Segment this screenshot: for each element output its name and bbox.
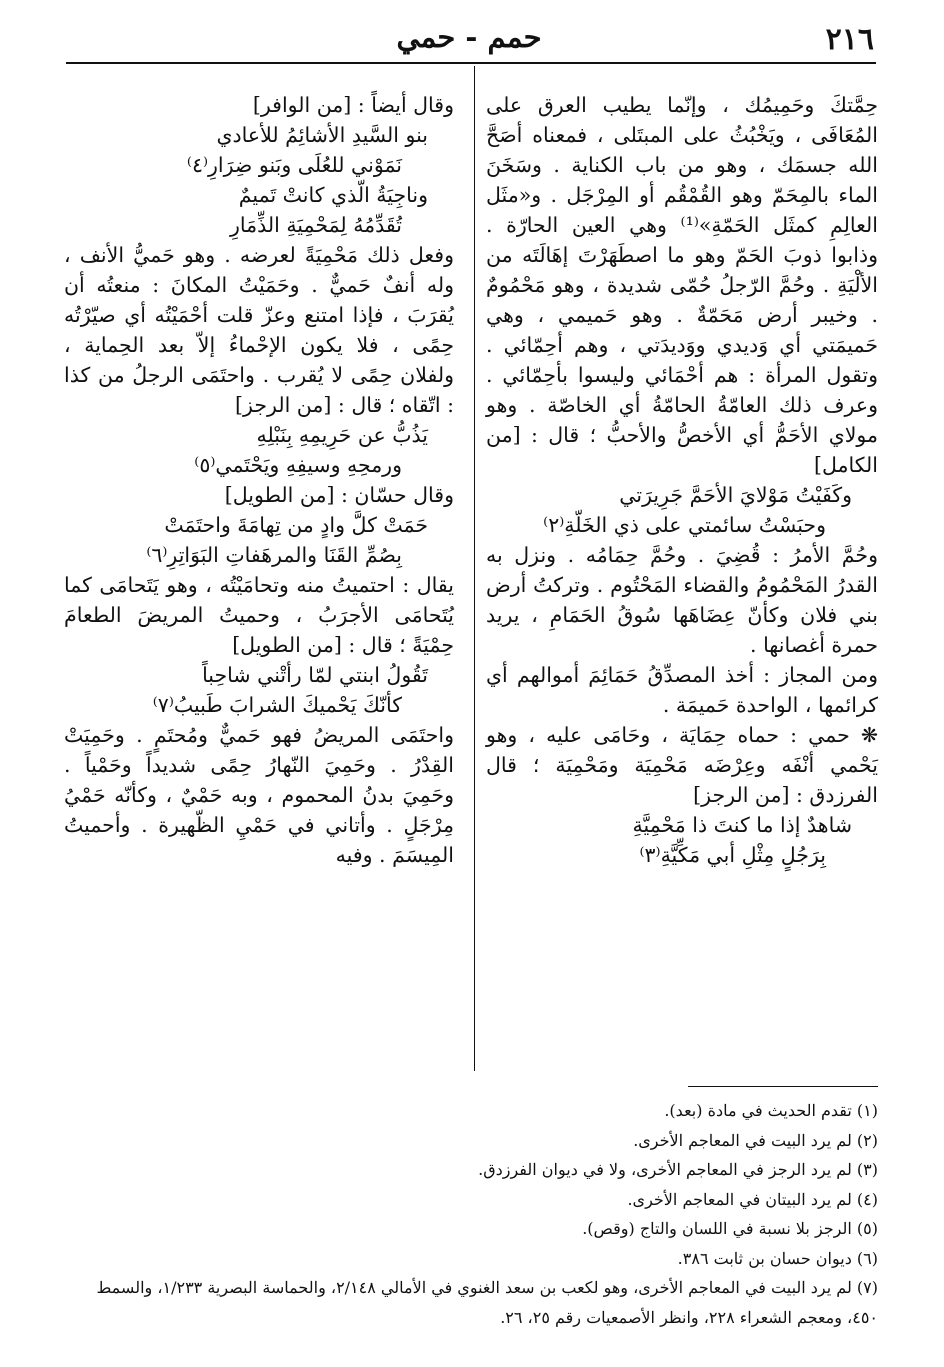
footnote: (٣) لم يرد الرجز في المعاجم الأخرى، ولا في ديوان الفرزدق. bbox=[478, 1160, 878, 1179]
paragraph: يقال : احتميتُ منه وتحامَيْتُه ، وهو يَتَحامَى كما يُتَحامَى الأجرَبُ ، وحميتُ المريضَ الطعامَ حِمْيَةً ؛ قال : [من الطويل] bbox=[64, 573, 454, 657]
footnote: (٥) الرجز بلا نسبة في اللسان والتاج (وقص). bbox=[582, 1219, 878, 1238]
header-rule bbox=[66, 62, 876, 64]
paragraph: وفعل ذلك مَحْمِيَةً لعرضه . وهو حَميُّ الأنف ، وله أنفٌ حَميٌّ . وحَمَيْتُ المكانَ : منعتُه أن يُقرَبَ ، فإذا امتنع وعزّ قلت أحْمَيْتُه أي صيّرْتُه حِمًى ، فلا يكون الإحْماءُ إلاّ بعد الحِماية ، ولفلان حِمًى لا يُقرب . واحتَمَى الرجلُ من كذا : اتّقاه ؛ قال : [من الرجز] bbox=[64, 243, 454, 417]
page-number: ٢١٦ bbox=[825, 22, 874, 57]
verse-line: وناجِيَةُ الّذي كانتْ تَميمٌ bbox=[238, 183, 428, 207]
column-divider bbox=[474, 66, 475, 1071]
page-header bbox=[64, 18, 874, 64]
verse-line: شاهدٌ إذا ما كنتَ ذا مَحْمِيَّةِ bbox=[632, 813, 852, 837]
verse-line: بِرَجُلٍ مِثْلِ أبي مَكِّيَّةِ⁽٣⁾ bbox=[639, 843, 826, 867]
paragraph: وقال أيضاً : [من الوافر] bbox=[252, 93, 454, 117]
paragraph: واحتَمَى المريضُ فهو حَميٌّ ومُحتَمٍ . وحَمِيَتْ القِدْرُ . وحَمِيَ النّهارُ حِمًى شديداً وحَمْياً . وحَمِيَ بدنُ المحموم ، وبه حَمْيٌ ، وكأنّه حَمْيُ مِرْجَلٍ . وأتاني في حَمْيِ الظّهيرة . وأحميتُ المِيسَمَ . وفيه bbox=[64, 723, 454, 867]
verse-line: وحبَسْتُ سائمتي على ذي الخَلّةِ⁽٢⁾ bbox=[543, 513, 826, 537]
verse-line: وكَفَيْتُ مَوْلايَ الأحَمَّ جَرِيرَتي bbox=[619, 483, 852, 507]
paragraph: وقال حسّان : [من الطويل] bbox=[224, 483, 454, 507]
verse-line: تَقُولُ ابنتي لمّا رأتْني شاحِباً bbox=[202, 663, 428, 687]
footnote-rule bbox=[688, 1086, 878, 1087]
footnote: (٢) لم يرد البيت في المعاجم الأخرى. bbox=[633, 1130, 878, 1150]
verse-line: نَمَوْني للعُلَى وبَنو ضِرَارِ⁽٤⁾ bbox=[186, 153, 402, 177]
footnote: (٦) ديوان حسان بن ثابت ٣٨٦. bbox=[677, 1248, 878, 1268]
verse-line: يَذُبُّ عن حَرِيمِهِ بِنَبْلِهِ bbox=[256, 423, 428, 447]
footnotes bbox=[66, 1096, 878, 1332]
left-column bbox=[64, 90, 454, 870]
footnote: (٤) لم يرد البيتان في المعاجم الأخرى. bbox=[627, 1189, 878, 1209]
running-head: حمم - حمي bbox=[396, 20, 542, 54]
verse-line: ورمحِهِ وسيفِهِ ويَحْتَمي⁽٥⁾ bbox=[194, 453, 402, 477]
verse-line: حَمَتْ كلَّ وادٍ من تِهامَةَ واحتَمَتْ bbox=[164, 513, 428, 537]
right-column bbox=[486, 90, 878, 870]
verse-line: كأنّكَ يَحْميكَ الشرابَ طَبيبُ⁽٧⁾ bbox=[152, 693, 402, 717]
paragraph: ❋ حمي : حماه حِمَايَة ، وحَامَى عليه ، وهو يَحْمي أنْفَه وعِرْضَه مَحْمِيَة ومَحْمِيَة ؛ قال الفرزدق : [من الرجز] bbox=[486, 723, 878, 807]
paragraph: ومن المجاز : أخذ المصدِّقُ حَمَائِمَ أموالهم أي كرائمها ، الواحدة حَميمَة . bbox=[486, 663, 878, 717]
footnote: (١) تقدم الحديث في مادة (بعد). bbox=[664, 1101, 878, 1120]
footnote: (٧) لم يرد البيت في المعاجم الأخرى، وهو لكعب بن سعد الغنوي في الأمالي ٢/١٤٨، والحماسة البصرية ١/٢٣٣، والسمط ٤٥٠، ومعجم الشعراء ٢٢٨، وانظر الأصمعيات رقم ٢٥، ٢٦. bbox=[96, 1278, 878, 1327]
verse-line: بِصُمِّ القَنَا والمرهَفاتِ البَوَاتِرِ⁽٦⁾ bbox=[146, 543, 402, 567]
paragraph: وحُمَّ الأمرُ : قُضِيَ . وحُمَّ حِمَامُه . ونزل به القدرُ المَحْمُومُ والقضاء المَحْتُوم . وتركتُ أرض بني فلان وكأنّ عِضَاهَها سُوقُ الحَمَامِ ، يريد حمرة أغصانها . bbox=[486, 543, 878, 657]
verse-line: بنو السَّيدِ الأشائِمُ للأعادي bbox=[216, 123, 428, 147]
paragraph: حِمَّتكَ وحَمِيمُك ، وإنّما يطيب العرق على المُعَافَى ، ويَخْبُثُ على المبتَلى ، فمعناه أصَحَّ الله جسمَك ، وهو من باب الكناية . وسَخَنَ الماء بالمِحَمّ وهو القُمْقُم أو المِرْجَل . و«مثَل العالِمِ كمثَل الحَمّةِ»⁽¹⁾ وهي العين الحارّة . وذابوا ذوبَ الحَمّ وهو ما اصطَهَرْتَ إهَالَتَه من الألْيَةِ . وحُمَّ الرّجلُ حُمّى شديدة ، وهو مَحْمُومٌ . وخيبر أرض مَحَمّةٌ . وهو حَميمي ، وهي حَميمَتي أي وَديدي ووَديدَتي ، وهم أحِمّائي . وتقول المرأة : هم أحْمَائي وليسوا بأحِمّائي . وعرف ذلك العامّةُ الحامّةُ أي الخاصّة . وهو مولاي الأحَمُّ أي الأخصُّ والأحبُّ ؛ قال : [من الكامل] bbox=[486, 93, 878, 477]
verse-line: تُقَدِّمُهُ لِمَحْمِيَةِ الذِّمَارِ bbox=[229, 213, 402, 237]
